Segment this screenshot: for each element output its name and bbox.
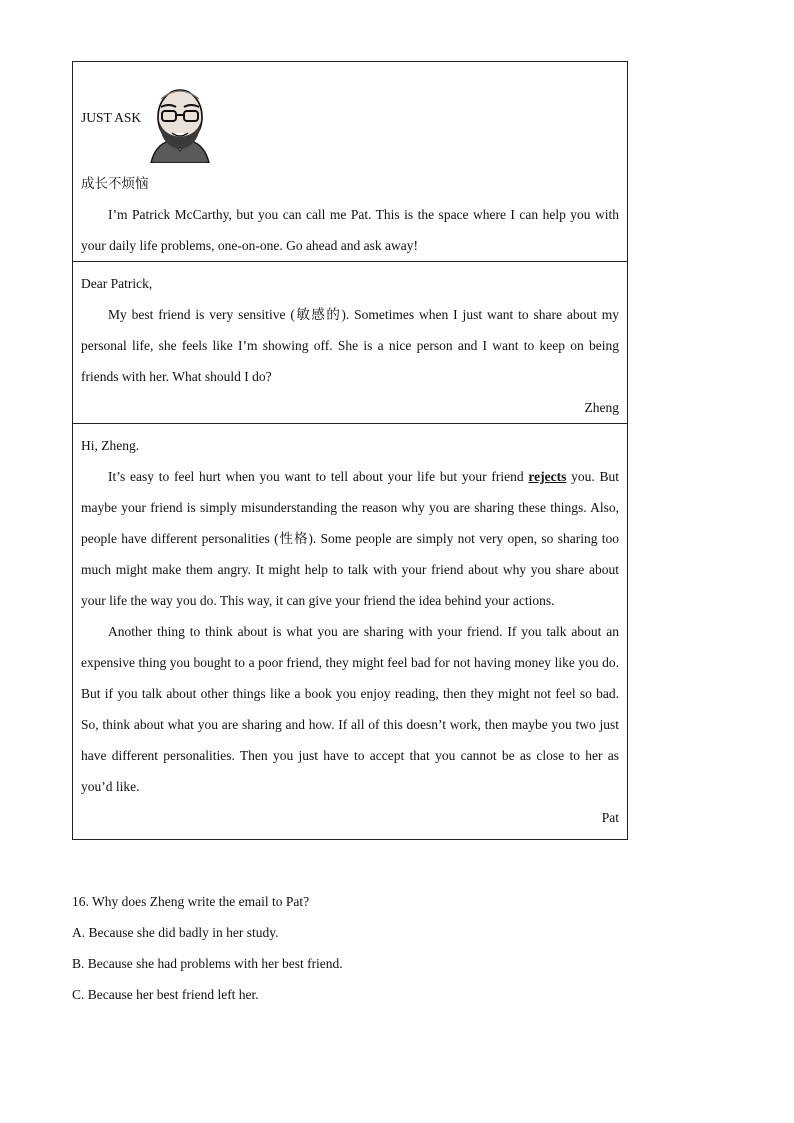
- pat-portrait-icon: [147, 81, 213, 163]
- column-intro: I’m Patrick McCarthy, but you can call me Pat. This is the space where I can help you with your daily life problems, one-on-one. Go ahead and ask away!: [81, 207, 619, 253]
- reply-paragraph-1: [81, 461, 619, 616]
- letter-body: My best friend is very sensitive (敏感的). Sometimes when I just want to share about my personal life, she feels like I’m showing off. She is a nice person and I want to keep on being friends with her. What should I do?: [81, 307, 619, 384]
- reply-signature: Pat: [601, 810, 619, 825]
- option-a[interactable]: A. Because she did badly in her study.: [72, 925, 279, 940]
- option-b[interactable]: B. Because she had problems with her best friend.: [72, 956, 343, 971]
- column-header-section: [73, 62, 627, 262]
- reply-p1-start: It’s easy to feel hurt when you want to tell about your life but your friend: [108, 469, 529, 484]
- letter-signature: Zheng: [584, 400, 619, 415]
- letter-section: [73, 268, 627, 424]
- option-c[interactable]: C. Because her best friend left her.: [72, 987, 259, 1002]
- column-title: JUST ASK: [81, 110, 142, 125]
- column-subtitle: 成长不烦恼: [81, 176, 149, 191]
- question-stem: 16. Why does Zheng write the email to Pat?: [72, 894, 310, 909]
- reply-p1-end: you. But maybe your friend is simply misunderstanding the reason why you are sharing these things. Also, people have different personalities (性格). Some people are simply not very open, so sharing too much might make them angry. It might help to talk with your friend about why you share about your life the way you do. This way, it can give your friend the idea behind your actions.: [81, 469, 619, 608]
- highlighted-word: rejects: [528, 469, 567, 484]
- reply-paragraph-2: Another thing to think about is what you are sharing with your friend. If you talk about an expensive thing you bought to a poor friend, they might feel bad for not having money like you do. But if you talk about other things like a book you enjoy reading, then they might not feel so bad. So, think about what you are sharing and how. If all of this doesn’t work, then maybe you two just have different personalities. Then you just have to accept that you cannot be as close to her as you’d like.: [81, 624, 619, 794]
- article-box: [72, 61, 628, 840]
- reply-greeting: Hi, Zheng.: [81, 438, 140, 453]
- question-block: [72, 886, 632, 1010]
- letter-greeting: Dear Patrick,: [81, 276, 153, 291]
- column-header: [81, 62, 619, 168]
- reply-section: [73, 430, 627, 833]
